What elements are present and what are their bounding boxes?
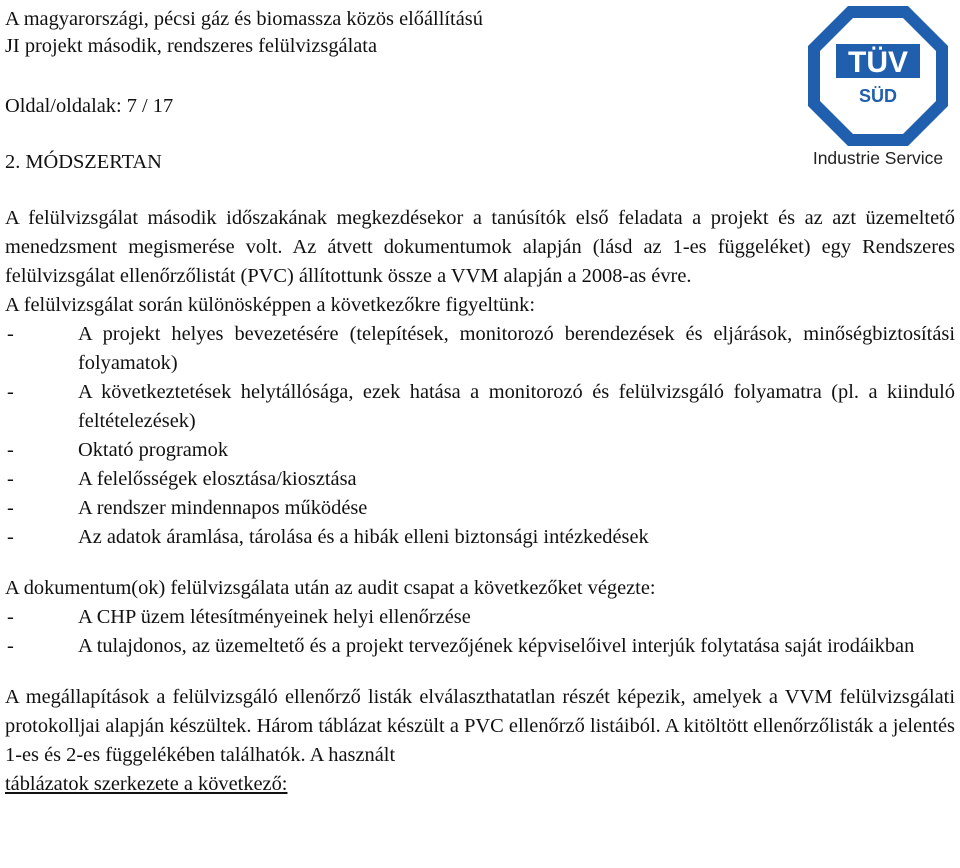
tuv-sud-logo — [806, 4, 950, 170]
header-title-line-1: A magyarországi, pécsi gáz és biomassza közös előállítású — [5, 8, 483, 30]
list-item: - A projekt helyes bevezetésére (telepítések, monitorozó berendezések és eljárások, minőségbiztosítási folyamatok) — [5, 320, 955, 378]
list-item: - A felelősségek elosztása/kiosztása — [5, 465, 955, 494]
logo-caption: Industrie Service — [812, 148, 944, 168]
header-title-line-2: JI projekt második, rendszeres felülvizsgálata — [5, 35, 377, 57]
findings-paragraph-end: táblázatok szerkezete a következő: — [5, 773, 288, 795]
findings-paragraph: A megállapítások a felülvizsgáló ellenőrző listák elválaszthatatlan részét képezik, amelyek a VVM felülvizsgálati protokolljai alapján készültek. Három táblázat készült a PVC ellenőrző listáiból. A kitöltött ellenőrzőlisták a jelentés 1-es és 2-es függelékében találhatók. A használt — [5, 686, 955, 766]
list-item: - A következtetések helytállósága, ezek hatása a monitorozó és felülvizsgáló folyamatra (pl. a kiinduló feltételezések) — [5, 378, 955, 436]
list-item: - A tulajdonos, az üzemeltető és a projekt tervezőjének képviselőivel interjúk folytatása saját irodáikban — [5, 632, 955, 661]
page-number: Oldal/oldalak: 7 / 17 — [5, 95, 174, 117]
list-item: - A rendszer mindennapos működése — [5, 494, 955, 523]
focus-intro-paragraph: A felülvizsgálat során különösképpen a következőkre figyeltünk: — [5, 294, 536, 316]
audit-list — [5, 603, 955, 661]
list-item: - Oktató programok — [5, 436, 955, 465]
logo-text-sub: SÜD — [858, 86, 898, 106]
tuv-logo-icon — [806, 4, 950, 170]
intro-paragraph: A felülvizsgálat második időszakának megkezdésekor a tanúsítók első feladata a projekt és az azt üzemeltető menedzsment megismerése volt. Az átvett dokumentumok alapján (lásd az 1-es függeléket) egy Rendszeres felülvizsgálat ellenőrzőlistát (PVC) állítottunk össze a VVM alapján a 2008-as évre. — [5, 207, 955, 287]
audit-paragraph: A dokumentum(ok) felülvizsgálata után az audit csapat a következőket végezte: — [5, 577, 656, 599]
list-item: - A CHP üzem létesítményeinek helyi ellenőrzése — [5, 603, 955, 632]
focus-list — [5, 320, 955, 552]
section-heading: 2. MÓDSZERTAN — [5, 151, 162, 173]
document-body — [5, 204, 955, 799]
list-item: - Az adatok áramlása, tárolása és a hibák elleni biztonsági intézkedések — [5, 523, 955, 552]
logo-text-main: TÜV — [848, 46, 908, 79]
